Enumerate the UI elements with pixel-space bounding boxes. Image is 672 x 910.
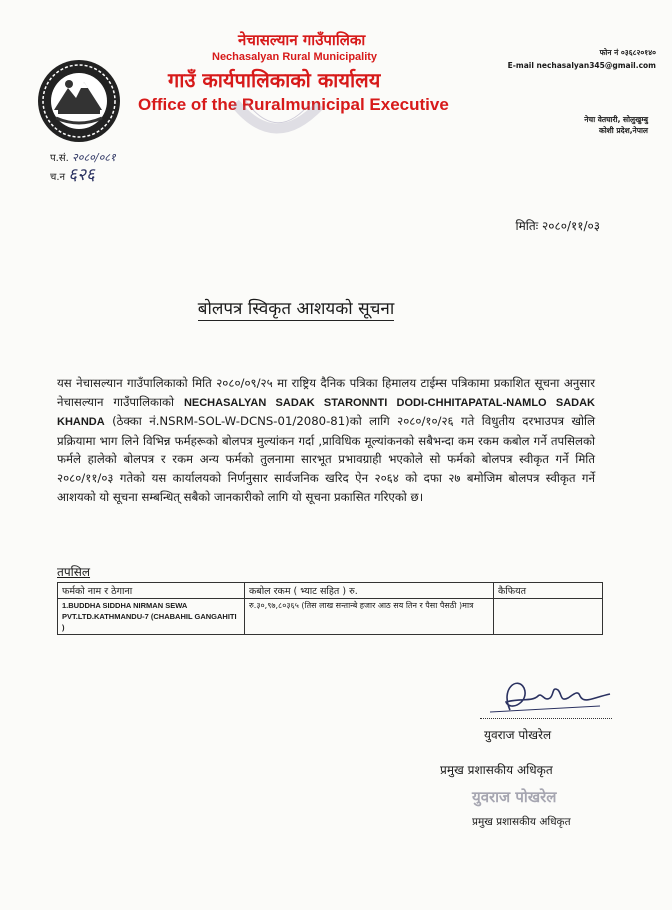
chalani-number [50, 167, 116, 186]
address-line-1: नेचा वेतघारी, सोलुखुम्बु [584, 115, 648, 124]
reference-block [50, 150, 116, 186]
notice-title [0, 296, 592, 319]
patra-sankhya-value: २०८०/०८१ [72, 151, 116, 164]
body-part-1: यस नेचासल्यान गाउँपालिकाको मिति २०८०/०९/२५ मा राष्ट्रिय दैनिक पत्रिका हिमालय टाईम्स पत्रिकामा प्रकाशित सूचना अनुसार नेचासल्यान गाउँपालिकाको [57, 376, 595, 409]
stamp-name: युवराज पोखरेल [472, 788, 557, 806]
signature-line [480, 718, 612, 719]
phone-number: फोन नं ०३६८२०१४० [599, 48, 656, 57]
col-remark-header: कैफियत [494, 583, 603, 599]
col-amount-header: कबोल रकम ( भ्याट सहित ) रु. [245, 583, 494, 599]
municipality-emblem-icon [36, 58, 122, 144]
chalani-number-label: च.न [50, 172, 66, 183]
notice-title-text: बोलपत्र स्विकृत आशयको सूचना [197, 299, 395, 319]
col-firm-header: फर्मको नाम र ठेगाना [58, 583, 245, 599]
chalani-number-value: ६२६ [68, 165, 95, 185]
address-block [584, 114, 648, 136]
municipality-name-en: Nechasalyan Rural Municipality [212, 51, 378, 63]
remark-cell [494, 599, 603, 635]
notice-date: मितिः २०८०/११/०३ [515, 219, 600, 233]
signature-icon [480, 668, 615, 724]
email-address: E-mail nechasalyan345@gmail.com [507, 61, 656, 70]
project-name: NECHASALYAN SADAK STARONNTI DODI-CHHITAPATAL-NAMLO SADAK KHANDA [57, 396, 595, 429]
address-line-2: कोशी प्रदेश,नेपाल [598, 126, 648, 135]
office-name-en: Office of the Ruralmunicipal Executive [138, 95, 449, 114]
firm-cell: 1.BUDDHA SIDDHA NIRMAN SEWA PVT.LTD.KATHMANDU-7 (CHABAHIL GANGAHITI ) [58, 599, 245, 635]
signatory-post: प्रमुख प्रशासकीय अधिकृत [440, 763, 553, 777]
body-part-2: (ठेक्का नं.NSRM-SOL-W-DCNS-01/2080-81)को लागि २०८०/१०/२६ गते विधुतीय दरभाउपत्र खोलि प्रक्रियामा भाग लिने विभिन्न फर्महरूको बोलपत्र मुल्यांकन गर्दा ,प्राविधिक मूल्यांकनको सबैभन्दा कम रकम कबोल गर्ने तपसिलको फर्मले हालेको बोलपत्र र रकम अन्य फर्मको तुलनामा सारभूत प्रभावग्राही भएकोले सो फर्मको बोलपत्र स्वीकृत गर्ने मिति २०८०/११/०३ गतेको यस कार्यालयको निर्णनुसार सार्वजनिक खरिद ऐन २०६४ को दफा २७ बमोजिम बोलपत्र स्वीकृत गर्ने आशयको यो सूचना सम्बन्धित् सबैको जानकारीको लागि यो सूचना प्रकासित गरिएको छ। [57, 414, 595, 504]
patra-sankhya-label: प.सं. [50, 153, 69, 164]
amount-cell: रु.३०,९७,८०३६५ (तिस लाख सन्तान्बे हजार आठ सय तिन र पैसा पैसठी )मात्र [245, 599, 494, 635]
table-header-row [58, 583, 603, 599]
bid-table [57, 582, 603, 635]
office-stamp-icon [230, 95, 325, 155]
stamp-post: प्रमुख प्रशासकीय अधिकृत [472, 816, 571, 828]
table-row [58, 599, 603, 635]
contact-block [508, 46, 656, 72]
tapsil-heading: तपसिल [57, 565, 91, 579]
notice-body [57, 374, 595, 506]
municipality-name-np: नेचासल्यान गाउँपालिका [238, 31, 366, 49]
office-name-np: गाउँ कार्यपालिकाको कार्यालय [168, 68, 381, 92]
signatory-name: युवराज पोखरेल [484, 728, 552, 742]
